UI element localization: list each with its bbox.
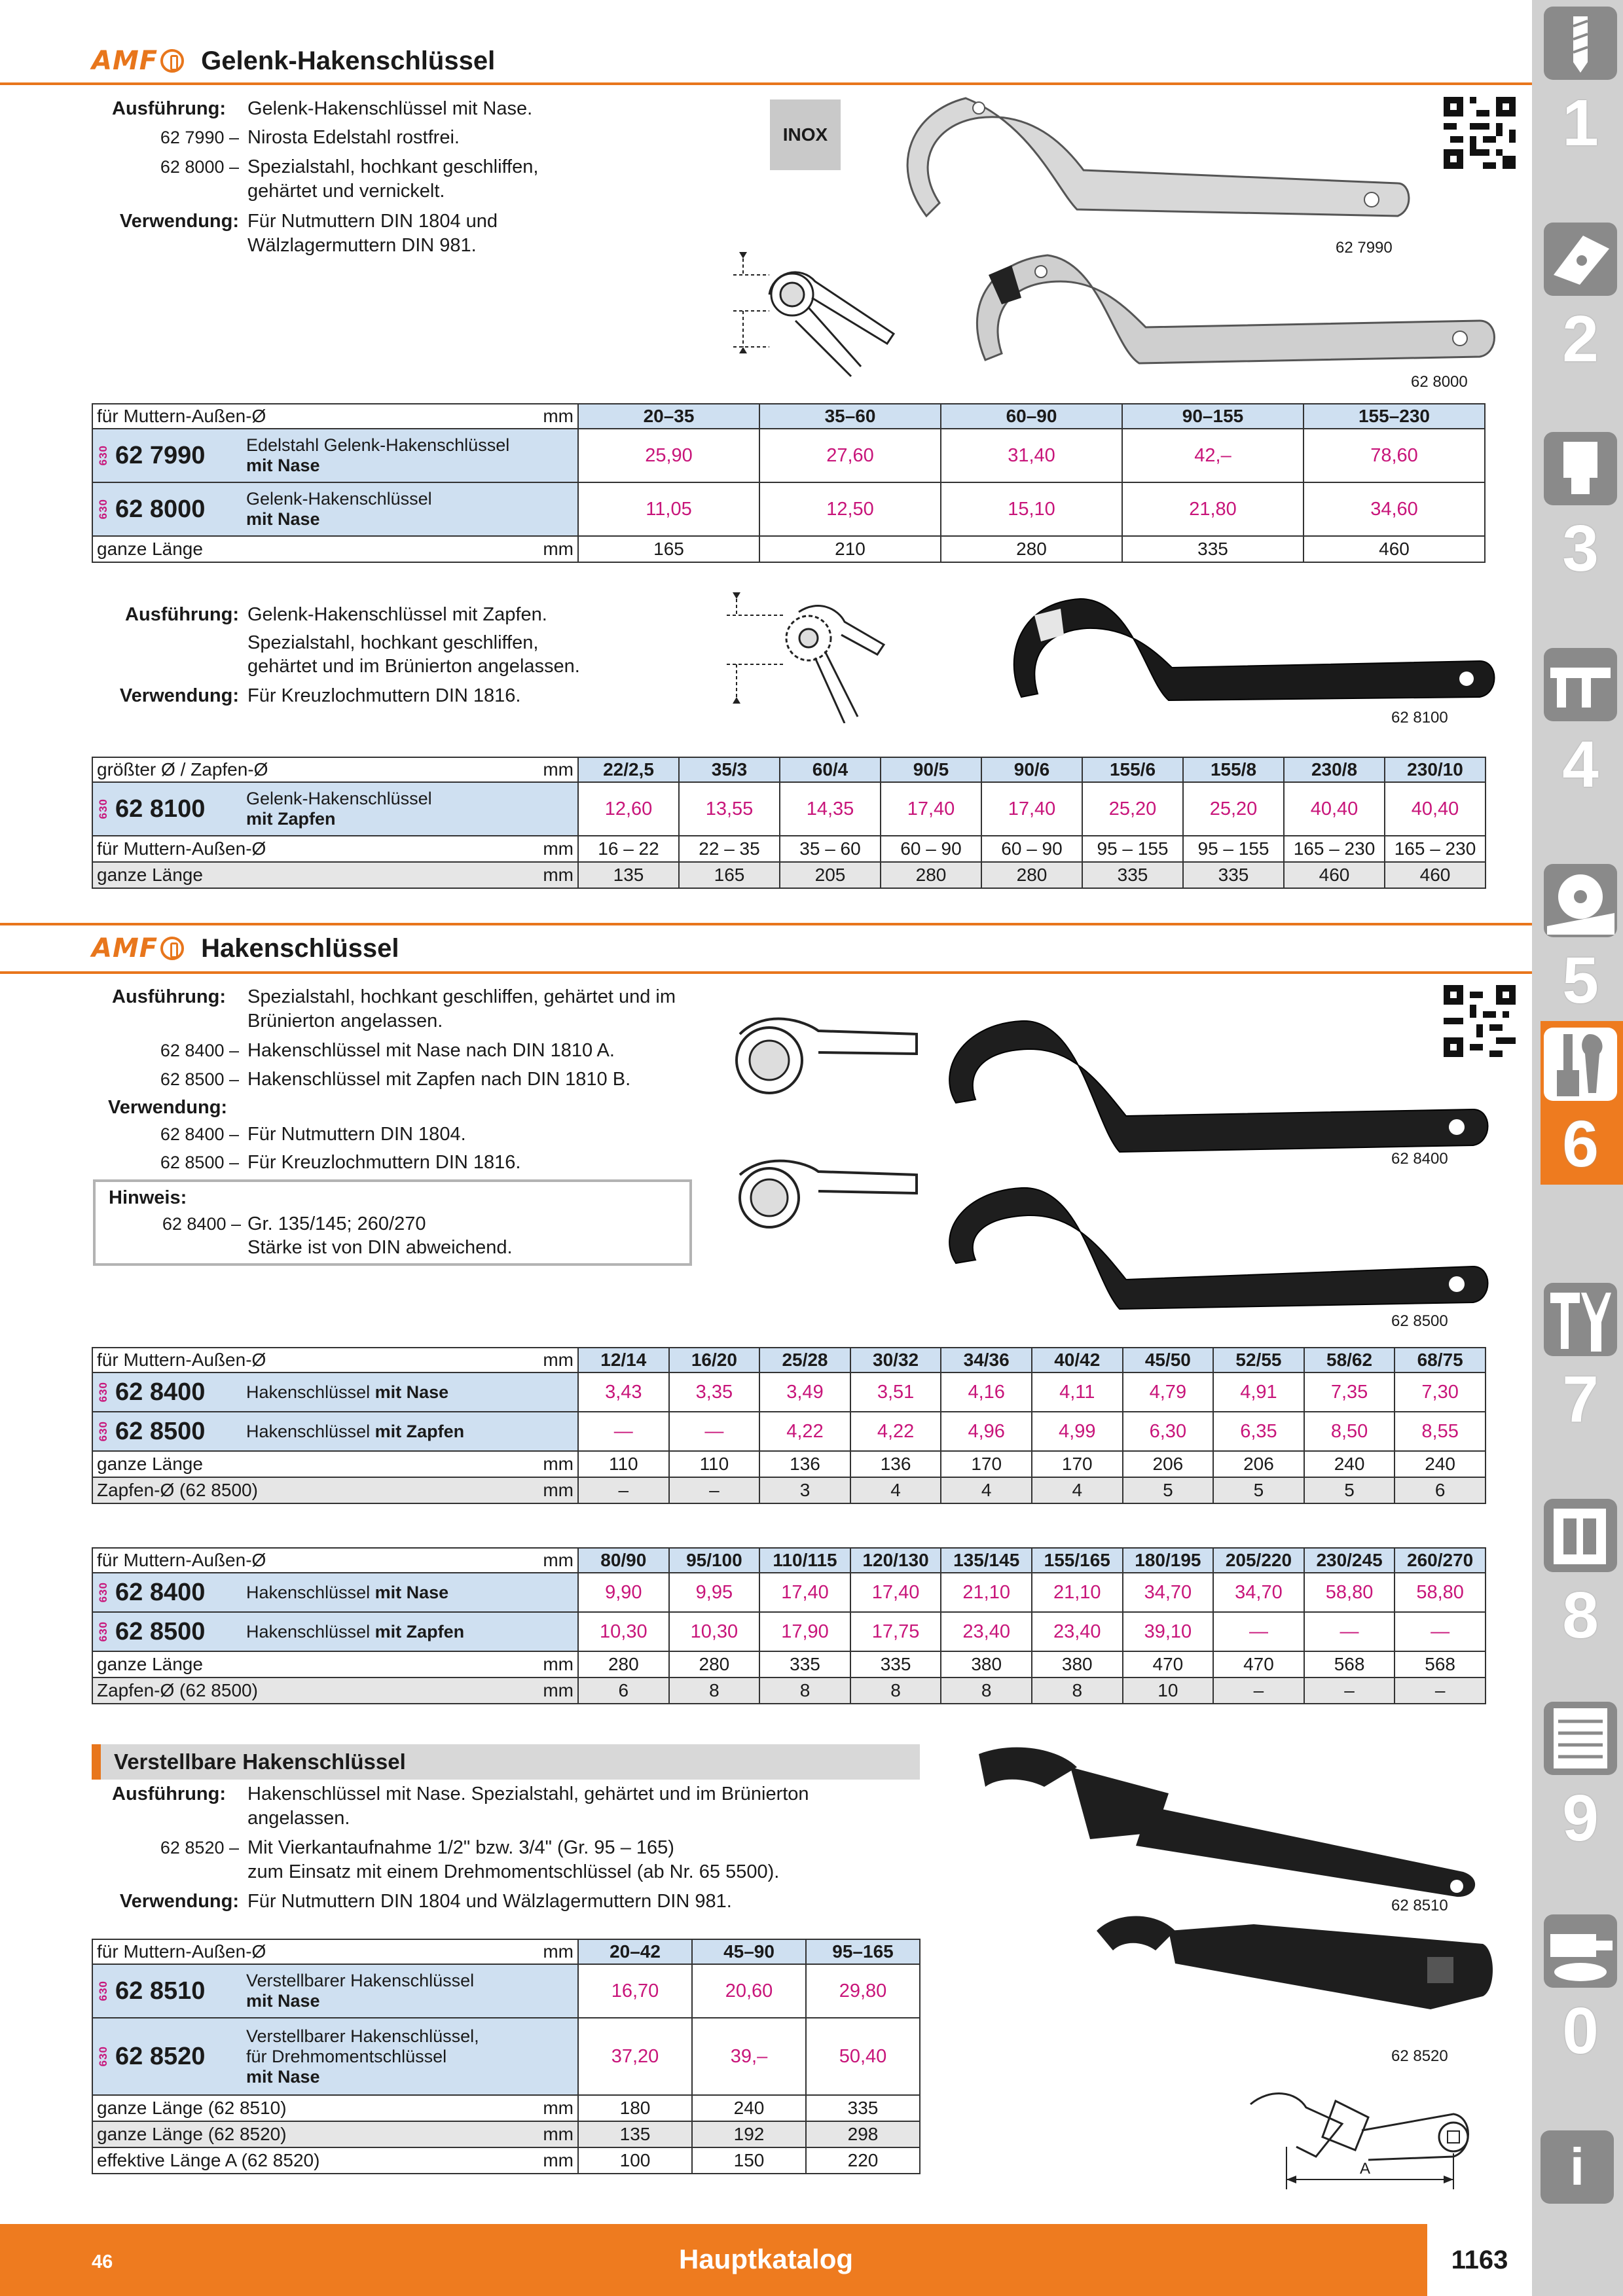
catalog-title: Hauptkatalog	[678, 2244, 854, 2274]
page-number-right: 1163	[1427, 2224, 1532, 2296]
chapter-number: 3	[1562, 512, 1599, 585]
wrench-screwdriver-icon	[1544, 1028, 1617, 1101]
adjustable-wrench-dimension-diagram-icon	[1237, 2078, 1480, 2193]
hook-nose-diagram-icon	[727, 1008, 923, 1106]
caption-628500: 62 8500	[1391, 1312, 1448, 1330]
page-number-left: 46	[92, 2251, 113, 2272]
table-row: Zapfen-Ø (62 8500) mm 6 8 8 8 8 8 10 – – –	[92, 1677, 1486, 1704]
sidebar-tab-5[interactable]	[1541, 857, 1623, 1021]
chapter-number: 2	[1562, 302, 1599, 376]
table-row: 630 62 7990 Edelstahl Gelenk-Hakenschlüssel mit Nase 25,90 27,60 31,40 42,– 78,60	[92, 429, 1485, 482]
section-title: Gelenk-Hakenschlüssel	[201, 46, 496, 75]
sidebar-tab-4[interactable]	[1541, 641, 1623, 805]
table-row: ganze Länge (62 8510) mm 180 240 335	[92, 2095, 920, 2121]
wrench-628510-image	[959, 1741, 1483, 1898]
table-628400-large: für Muttern-Außen-Ø mm 80/90 95/100 110/115 120/130 135/145 155/165 180/195 205/220 230/245 260/270 630 62 8400 Hakenschlüssel mit Nase 9,90 9,95 17,40 17,40 21,10 21,10 34,70 34,70 58,80 58,80 630 62 8500 Hakenschlüssel mit Zapfen 10,30 10,30 17,90 17,75 23,40 23,40 39,10 — — — ganze Länge mm 280 280 335 335 380 380 470 470 568 568 Zapfen-Ø (62 8500) mm 6 8 8 8 8 8 10 – – –	[92, 1547, 1486, 1704]
table-628400-small: für Muttern-Außen-Ø mm 12/14 16/20 25/28 30/32 34/36 40/42 45/50 52/55 58/62 68/75 630 62 8400 Hakenschlüssel mit Nase 3,43 3,35 3,49 3,51 4,16 4,11 4,79 4,91 7,35 7,30 630 62 8500 Hakenschlüssel mit Zapfen — — 4,22 4,22 4,96 4,99 6,30 6,35 8,50 8,55 ganze Länge mm 110 110 136 136 170 170 206 206 240 240 Zapfen-Ø (62 8500) mm – – 3 4 4 4 5 5 5 6	[92, 1347, 1486, 1504]
cabinet-icon	[1544, 1702, 1617, 1775]
table-row: effektive Länge A (62 8520) mm 100 150 220	[92, 2147, 920, 2174]
table-row: ganze Länge mm 165 210 280 335 460	[92, 536, 1485, 562]
table-row: 630 62 8520 Verstellbarer Hakenschlüssel, für Drehmomentschlüssel mit Nase 37,20 39,– 50,40	[92, 2018, 920, 2095]
sidebar-tab-0[interactable]	[1541, 1908, 1623, 2072]
caption-628520: 62 8520	[1391, 2047, 1448, 2065]
table-row: 630 62 8500 Hakenschlüssel mit Zapfen 10,30 10,30 17,90 17,75 23,40 23,40 39,10 — — —	[92, 1612, 1486, 1651]
wrench-pin-diagram-icon	[727, 592, 890, 723]
wrench-diagram-icon	[730, 249, 910, 380]
table-628100: größter Ø / Zapfen-Ø mm 22/2,5 35/3 60/4 90/5 90/6 155/6 155/8 230/8 230/10 630 62 8100 Gelenk-Hakenschlüssel mit Zapfen 12,60 13,55 14,35 17,40 17,40 25,20 25,20 40,40 40,40 für Muttern-Außen-Ø mm 16 – 22 22 – 35 35 – 60 60 – 90 60 – 90 95 – 155 95 – 155 165 – 230 165 – 230 ganze Länge mm 135 165 205 280 280 335 335 460 460	[92, 757, 1486, 889]
wrench-628100-image	[995, 589, 1499, 707]
sidebar-tab-1[interactable]	[1541, 0, 1623, 164]
sidebar-tab-2[interactable]	[1541, 216, 1623, 380]
amf-logo: AMF	[92, 46, 184, 76]
chapter-number: 5	[1562, 944, 1599, 1017]
caption-627990: 62 7990	[1336, 239, 1393, 257]
qr-code-icon	[1444, 985, 1516, 1057]
section-header-haken	[92, 925, 399, 971]
insert-icon	[1544, 223, 1617, 296]
table-row: 630 62 8000 Gelenk-Hakenschlüssel mit Nase 11,05 12,50 15,10 21,80 34,60	[92, 482, 1485, 536]
caliper-icon	[1544, 648, 1617, 721]
chapter-number: 8	[1562, 1579, 1599, 1652]
drill-bit-icon	[1544, 7, 1617, 80]
grinding-disc-icon	[1544, 864, 1617, 937]
sidebar-tab-8[interactable]	[1541, 1492, 1623, 1656]
table-628000: für Muttern-Außen-Ø mm 20–35 35–60 60–90 90–155 155–230 630 62 7990 Edelstahl Gelenk-Hakenschlüssel mit Nase 25,90 27,60 31,40 42,– 78,60 630 62 8000 Gelenk-Hakenschlüssel mit Nase 11,05 12,50 15,10 21,80 34,60 ganze Länge mm 165 210 280 335 460	[92, 403, 1486, 563]
chapter-number: 4	[1562, 728, 1599, 801]
table-row: 630 62 8510 Verstellbarer Hakenschlüssel mit Nase 16,70 20,60 29,80	[92, 1964, 920, 2018]
hammer-pliers-icon	[1544, 1283, 1617, 1356]
wrench-627990-image	[887, 85, 1411, 242]
table-628510: für Muttern-Außen-Ø mm 20–42 45–90 95–165 630 62 8510 Verstellbarer Hakenschlüssel mit Nase 16,70 20,60 29,80 630 62 8520 Verstellbarer Hakenschlüssel, für Drehmomentschlüssel mit Nase 37,20 39,– 50,40 ganze Länge (62 8510) mm 180 240 335 ganze Länge (62 8520) mm 135 192 298 effektive Länge A (62 8520) mm 100 150 220	[92, 1939, 921, 2174]
wrench-628000-image	[949, 242, 1499, 380]
inox-badge: INOX	[770, 99, 841, 170]
chuck-icon	[1544, 432, 1617, 505]
table-row: ganze Länge mm 110 110 136 136 170 170 206 206 240 240	[92, 1451, 1486, 1477]
table-row: ganze Länge mm 280 280 335 335 380 380 470 470 568 568	[92, 1651, 1486, 1677]
page-footer	[0, 2224, 1532, 2296]
caption-628100: 62 8100	[1391, 709, 1448, 726]
table-row: ganze Länge (62 8520) mm 135 192 298	[92, 2121, 920, 2147]
hook-pin-diagram-icon	[727, 1149, 923, 1240]
table-row: 630 62 8500 Hakenschlüssel mit Zapfen — — 4,22 4,22 4,96 4,99 6,30 6,35 8,50 8,55	[92, 1412, 1486, 1451]
table-row: ganze Länge mm 135 165 205 280 280 335 335 460 460	[92, 862, 1486, 888]
wrench-628520-image	[1090, 1905, 1496, 2036]
safety-icon	[1544, 1914, 1617, 1988]
section-title: Hakenschlüssel	[201, 933, 399, 963]
caption-628400: 62 8400	[1391, 1150, 1448, 1168]
info-tab[interactable]	[1541, 2130, 1623, 2209]
chapter-number: 6	[1562, 1107, 1599, 1181]
wrench-628400-image	[930, 1011, 1493, 1162]
dimension-label-a: A	[1360, 2160, 1371, 2178]
sidebar-tab-3[interactable]	[1541, 425, 1623, 589]
amf-logo: AMF	[92, 933, 184, 963]
caption-628000: 62 8000	[1411, 373, 1468, 391]
chapter-number: 7	[1562, 1363, 1599, 1436]
sidebar-tab-9[interactable]	[1541, 1695, 1623, 1859]
caption-628510: 62 8510	[1391, 1897, 1448, 1914]
table-row: 630 62 8100 Gelenk-Hakenschlüssel mit Zapfen 12,60 13,55 14,35 17,40 17,40 25,20 25,20 40,40 40,40	[92, 782, 1486, 836]
section-divider	[0, 971, 1532, 974]
subsection-header-verstellbar: Verstellbare Hakenschlüssel	[92, 1744, 920, 1780]
table-row: 630 62 8400 Hakenschlüssel mit Nase 3,43 3,35 3,49 3,51 4,16 4,11 4,79 4,91 7,35 7,30	[92, 1372, 1486, 1412]
wrench-628500-image	[930, 1181, 1493, 1312]
info-icon: i	[1541, 2130, 1614, 2204]
section-header-gelenk	[92, 38, 495, 84]
hinweis-box: Hinweis: 62 8400 – Gr. 135/145; 260/270 Stärke ist von DIN abweichend.	[93, 1179, 692, 1266]
toolbox-icon	[1544, 1499, 1617, 1572]
table-row: für Muttern-Außen-Ø mm 16 – 22 22 – 35 35 – 60 60 – 90 60 – 90 95 – 155 95 – 155 165 – 230 165 – 230	[92, 836, 1486, 862]
sidebar-tab-7[interactable]	[1541, 1276, 1623, 1440]
table-row: 630 62 8400 Hakenschlüssel mit Nase 9,90 9,95 17,40 17,40 21,10 21,10 34,70 34,70 58,80 58,80	[92, 1573, 1486, 1612]
chapter-number: 1	[1562, 86, 1599, 160]
chapter-number: 0	[1562, 1994, 1599, 2068]
sidebar-tab-6[interactable]	[1541, 1021, 1623, 1185]
qr-code-icon	[1444, 97, 1516, 169]
table-row: Zapfen-Ø (62 8500) mm – – 3 4 4 4 5 5 5 6	[92, 1477, 1486, 1503]
chapter-number: 9	[1562, 1782, 1599, 1855]
